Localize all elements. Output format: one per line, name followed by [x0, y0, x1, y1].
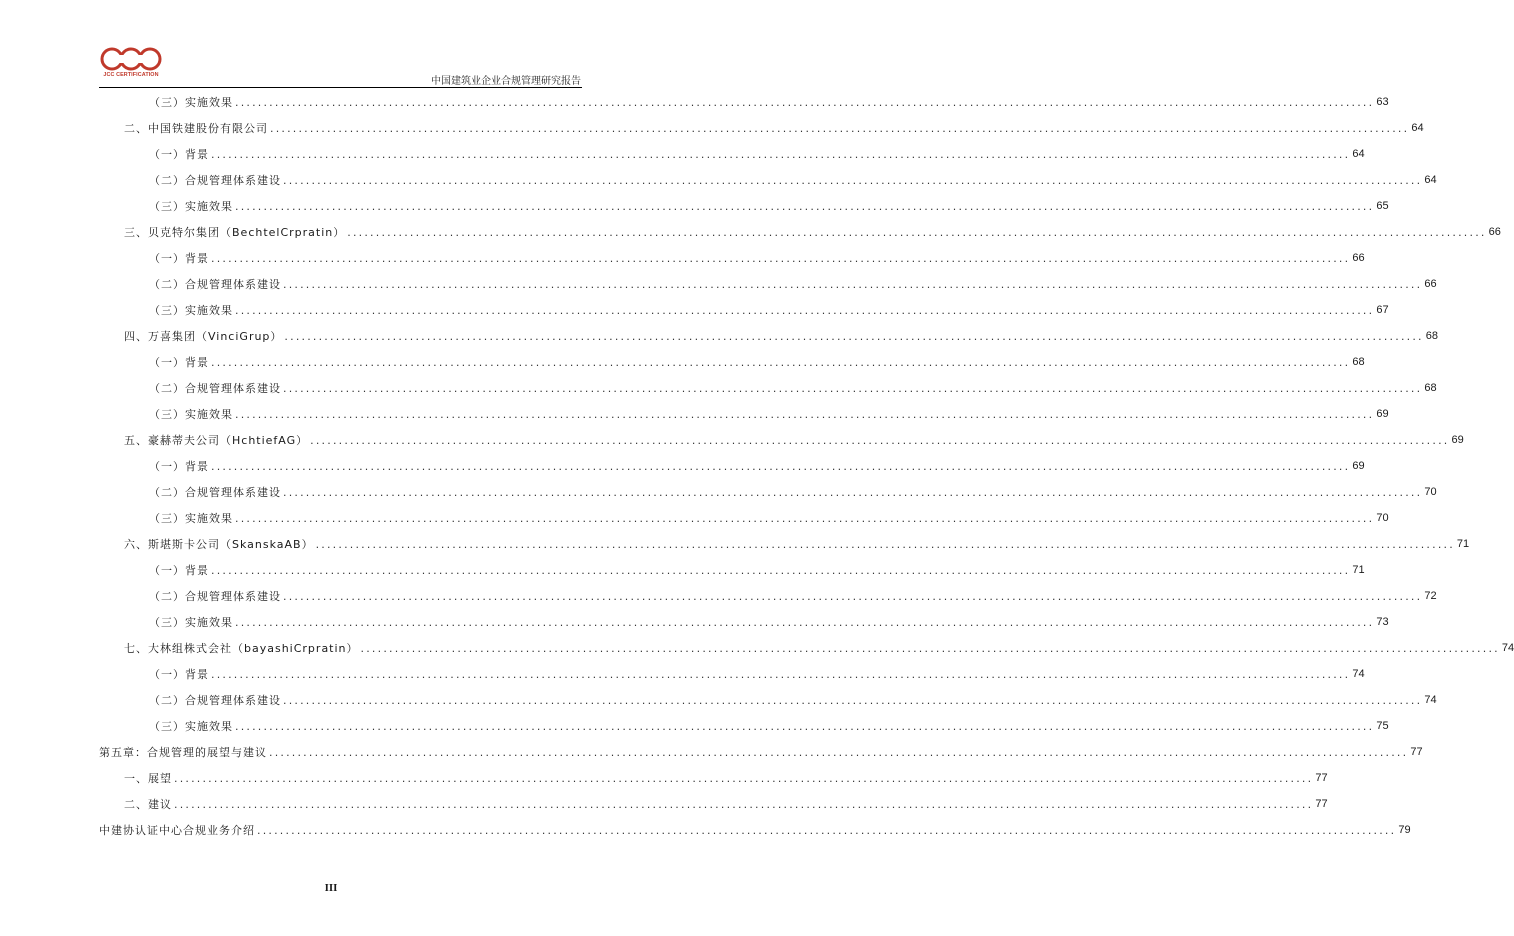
toc-dot-leader: ........................................................................................................................................................................................................ — [174, 771, 1314, 785]
toc-entry[interactable] — [149, 456, 1365, 476]
toc-dot-leader: ........................................................................................................................................................................................................ — [174, 797, 1314, 811]
toc-entry[interactable] — [124, 222, 1501, 242]
toc-entry[interactable] — [124, 638, 1514, 658]
toc-entry-page: 66 — [1352, 252, 1365, 264]
jcc-logo-icon — [99, 46, 163, 72]
toc-entry[interactable] — [149, 274, 1437, 294]
toc-entry-page: 64 — [1352, 148, 1365, 160]
toc-entry-label: （三）实施效果 — [149, 512, 233, 525]
toc-entry-label: 六、斯堪斯卡公司（SkanskaAB） — [124, 538, 314, 551]
toc-entry[interactable] — [149, 378, 1437, 398]
toc-entry[interactable] — [149, 508, 1389, 528]
toc-entry-label: （三）实施效果 — [149, 304, 233, 317]
toc-entry[interactable] — [124, 118, 1424, 138]
toc-entry-label: （二）合规管理体系建设 — [149, 174, 281, 187]
toc-entry-page: 68 — [1424, 382, 1437, 394]
toc-entry-page: 65 — [1376, 200, 1389, 212]
toc-entry-label: 中建协认证中心合规业务介绍 — [99, 824, 255, 837]
toc-entry[interactable] — [124, 768, 1328, 788]
toc-entry-page: 77 — [1315, 772, 1328, 784]
toc-entry[interactable] — [149, 248, 1365, 268]
toc-entry-label: （二）合规管理体系建设 — [149, 382, 281, 395]
toc-entry-label: （二）合规管理体系建设 — [149, 278, 281, 291]
toc-dot-leader: ........................................................................................................................................................................................................ — [257, 823, 1397, 837]
toc-entry-label: （三）实施效果 — [149, 96, 233, 109]
toc-entry-page: 69 — [1376, 408, 1389, 420]
toc-dot-leader: ........................................................................................................................................................................................................ — [283, 173, 1423, 187]
toc-entry-label: （一）背景 — [149, 460, 209, 473]
toc-entry-label: （一）背景 — [149, 668, 209, 681]
toc-entry-label: （一）背景 — [149, 252, 209, 265]
toc-dot-leader: ........................................................................................................................................................................................................ — [270, 121, 1410, 135]
toc-dot-leader: ........................................................................................................................................................................................................ — [283, 485, 1423, 499]
toc-entry-label: 七、大林组株式会社（bayashiCrpratin） — [124, 642, 359, 655]
toc-entry-page: 66 — [1424, 278, 1437, 290]
toc-entry-page: 66 — [1488, 226, 1501, 238]
toc-entry[interactable] — [149, 352, 1365, 372]
logo-text: JCC CERTIFICATION — [103, 72, 159, 78]
toc-entry-label: （一）背景 — [149, 356, 209, 369]
report-title: 中国建筑业企业合规管理研究报告 — [431, 76, 581, 87]
toc-entry-page: 71 — [1456, 538, 1470, 550]
toc-entry-label: （二）合规管理体系建设 — [149, 590, 281, 603]
toc-entry[interactable] — [124, 794, 1328, 814]
toc-dot-leader: ........................................................................................................................................................................................................ — [284, 329, 1424, 343]
toc-dot-leader: ........................................................................................................................................................................................................ — [283, 589, 1423, 603]
header-divider — [99, 87, 582, 88]
toc-dot-leader: ........................................................................................................................................................................................................ — [211, 667, 1351, 681]
toc-entry-page: 70 — [1376, 512, 1389, 524]
toc-dot-leader: ........................................................................................................................................................................................................ — [269, 745, 1409, 759]
toc-entry-page: 72 — [1424, 590, 1437, 602]
toc-entry[interactable] — [149, 586, 1437, 606]
toc-entry[interactable] — [149, 300, 1389, 320]
toc-entry-page: 74 — [1352, 668, 1365, 680]
toc-entry-label: 第五章：合规管理的展望与建议 — [99, 746, 267, 759]
toc-entry[interactable] — [99, 742, 1423, 762]
toc-entry-page: 75 — [1376, 720, 1389, 732]
toc-dot-leader: ........................................................................................................................................................................................................ — [211, 251, 1351, 265]
toc-entry-label: （一）背景 — [149, 564, 209, 577]
toc-entry-page: 71 — [1352, 564, 1365, 576]
toc-entry-label: 一、展望 — [124, 772, 172, 785]
toc-dot-leader: ........................................................................................................................................................................................................ — [211, 355, 1351, 369]
toc-entry-label: （一）背景 — [149, 148, 209, 161]
toc-entry-label: （三）实施效果 — [149, 200, 233, 213]
toc-dot-leader: ........................................................................................................................................................................................................ — [360, 641, 1500, 655]
toc-entry-page: 64 — [1411, 122, 1424, 134]
toc-entry[interactable] — [99, 820, 1411, 840]
toc-entry[interactable] — [149, 612, 1389, 632]
toc-entry[interactable] — [149, 196, 1389, 216]
toc-entry[interactable] — [149, 690, 1437, 710]
toc-entry[interactable] — [149, 144, 1365, 164]
toc-dot-leader: ........................................................................................................................................................................................................ — [283, 693, 1423, 707]
toc-entry-page: 79 — [1398, 824, 1411, 836]
toc-entry[interactable] — [149, 716, 1389, 736]
toc-entry[interactable] — [124, 534, 1470, 554]
toc-entry-page: 67 — [1376, 304, 1389, 316]
toc-dot-leader: ........................................................................................................................................................................................................ — [235, 95, 1375, 109]
toc-dot-leader: ........................................................................................................................................................................................................ — [211, 563, 1351, 577]
toc-entry[interactable] — [149, 560, 1365, 580]
page-header — [0, 0, 662, 92]
toc-dot-leader: ........................................................................................................................................................................................................ — [283, 277, 1423, 291]
toc-entry-page: 68 — [1425, 330, 1438, 342]
toc-entry[interactable] — [149, 170, 1437, 190]
toc-entry[interactable] — [149, 664, 1365, 684]
toc-entry-label: （二）合规管理体系建设 — [149, 694, 281, 707]
toc-dot-leader: ........................................................................................................................................................................................................ — [235, 511, 1375, 525]
toc-entry-page: 69 — [1352, 460, 1365, 472]
toc-entry-page: 63 — [1376, 96, 1389, 108]
page-number: III — [324, 882, 338, 894]
toc-dot-leader: ........................................................................................................................................................................................................ — [235, 615, 1375, 629]
toc-entry-page: 73 — [1376, 616, 1389, 628]
toc-entry-label: 三、贝克特尔集团（BechtelCrpratin） — [124, 226, 346, 239]
toc-entry-label: 二、建议 — [124, 798, 172, 811]
toc-entry[interactable] — [124, 430, 1464, 450]
toc-entry-page: 69 — [1451, 434, 1464, 446]
toc-entry-page: 68 — [1352, 356, 1365, 368]
toc-entry-label: （三）实施效果 — [149, 720, 233, 733]
toc-dot-leader: ........................................................................................................................................................................................................ — [310, 433, 1450, 447]
toc-dot-leader: ........................................................................................................................................................................................................ — [235, 719, 1375, 733]
toc-entry[interactable] — [149, 404, 1389, 424]
toc-entry-page: 74 — [1501, 642, 1514, 654]
toc-dot-leader: ........................................................................................................................................................................................................ — [347, 225, 1487, 239]
jcc-logo — [99, 46, 163, 86]
toc-entry[interactable] — [149, 482, 1437, 502]
toc-entry-label: （二）合规管理体系建设 — [149, 486, 281, 499]
toc-entry[interactable] — [124, 326, 1438, 346]
toc-dot-leader: ........................................................................................................................................................................................................ — [235, 303, 1375, 317]
toc-entry-page: 77 — [1315, 798, 1328, 810]
toc-entry-page: 74 — [1424, 694, 1437, 706]
toc-dot-leader: ........................................................................................................................................................................................................ — [235, 199, 1375, 213]
toc-entry-page: 64 — [1424, 174, 1437, 186]
toc-entry-page: 70 — [1424, 486, 1437, 498]
toc-dot-leader: ........................................................................................................................................................................................................ — [315, 537, 1455, 551]
toc-entry-label: （三）实施效果 — [149, 616, 233, 629]
toc-dot-leader: ........................................................................................................................................................................................................ — [211, 147, 1351, 161]
toc-dot-leader: ........................................................................................................................................................................................................ — [211, 459, 1351, 473]
toc-entry-page: 77 — [1410, 746, 1423, 758]
toc-entry[interactable] — [149, 92, 1389, 112]
toc-dot-leader: ........................................................................................................................................................................................................ — [235, 407, 1375, 421]
toc-entry-label: 二、中国铁建股份有限公司 — [124, 122, 268, 135]
toc-entry-label: 四、万喜集团（VinciGrup） — [124, 330, 283, 343]
toc-entry-label: （三）实施效果 — [149, 408, 233, 421]
toc-entry-label: 五、豪赫蒂夫公司（HchtiefAG） — [124, 434, 309, 447]
toc-dot-leader: ........................................................................................................................................................................................................ — [283, 381, 1423, 395]
